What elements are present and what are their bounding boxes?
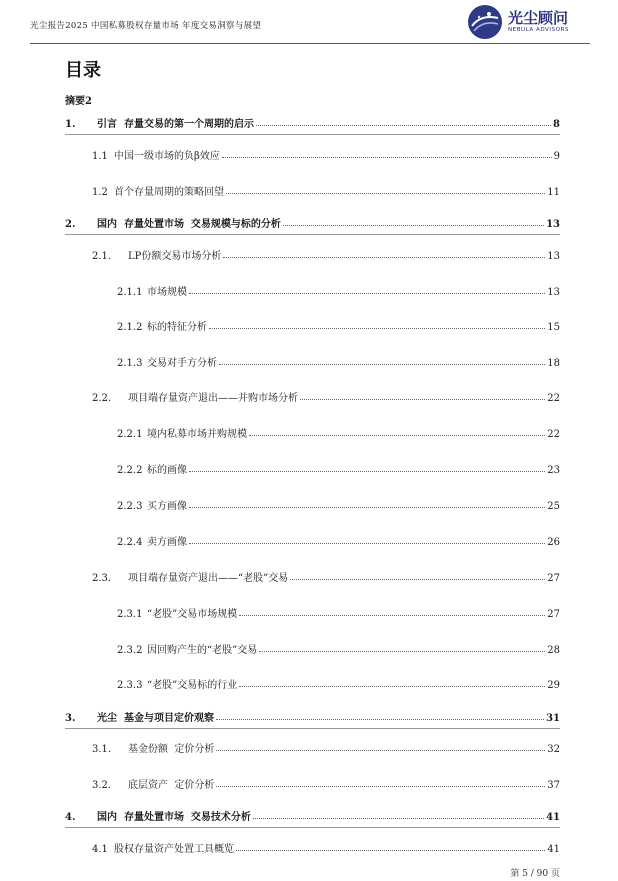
toc-entry[interactable] xyxy=(117,643,560,657)
toc-number: 2.1.1 xyxy=(117,287,143,298)
toc-leader xyxy=(222,148,552,158)
toc-leader xyxy=(216,777,545,787)
header-divider xyxy=(30,43,590,44)
toc-entry[interactable] xyxy=(92,249,560,263)
toc-text: 首个存量周期的策略回望 xyxy=(114,187,224,198)
toc-number: 2.2. xyxy=(92,393,112,404)
toc-leader xyxy=(189,534,545,544)
toc-text: 市场规模 xyxy=(147,287,187,298)
toc-entry[interactable] xyxy=(92,571,560,585)
toc-page: 13 xyxy=(546,219,560,230)
toc-page: 8 xyxy=(553,119,560,130)
toc-text: 标的画像 xyxy=(147,465,187,476)
toc-leader xyxy=(259,642,545,652)
toc-number: 2.2.4 xyxy=(117,537,143,548)
toc-entry[interactable] xyxy=(117,320,560,334)
toc-text: 项目端存量资产退出——并购市场分析 xyxy=(128,393,298,404)
page-header xyxy=(30,10,590,44)
toc-number: 4. xyxy=(65,812,76,823)
toc-number: 2.1.2 xyxy=(117,322,143,333)
toc-page: 29 xyxy=(547,680,560,691)
toc-leader xyxy=(253,809,544,819)
toc-entry[interactable] xyxy=(92,742,560,756)
page-title: 目录 xyxy=(65,60,101,81)
toc-number: 2.2.3 xyxy=(117,501,143,512)
page-number-footer: 第 5 / 90 页 xyxy=(510,869,560,879)
toc-leader xyxy=(216,741,545,751)
toc-number: 3.1. xyxy=(92,744,112,755)
toc-leader xyxy=(249,426,545,436)
toc-number: 1.1 xyxy=(92,151,108,162)
toc-number: 3. xyxy=(65,713,76,724)
toc-leader xyxy=(226,184,545,194)
toc-leader xyxy=(189,284,545,294)
toc-leader xyxy=(189,498,545,508)
toc-text: 底层资产 定价分析 xyxy=(128,780,215,791)
toc-page: 18 xyxy=(547,358,560,369)
toc-text: “老股”交易市场规模 xyxy=(147,609,238,620)
toc-text: 股权存量资产处置工具概览 xyxy=(114,844,234,855)
toc-text: 引言 存量交易的第一个周期的启示 xyxy=(97,119,254,130)
toc-leader xyxy=(236,841,545,851)
toc-page: 37 xyxy=(547,780,560,791)
toc-leader xyxy=(239,606,545,616)
toc-page: 15 xyxy=(547,322,560,333)
toc-leader xyxy=(300,390,545,400)
toc-leader xyxy=(239,677,545,687)
toc-text: 基金份额 定价分析 xyxy=(128,744,215,755)
toc-leader xyxy=(219,355,545,365)
toc-page: 27 xyxy=(547,609,560,620)
toc-page: 27 xyxy=(547,573,560,584)
toc-entry[interactable] xyxy=(117,499,560,513)
toc-entry[interactable] xyxy=(117,535,560,549)
toc-number: 2.3.3 xyxy=(117,680,143,691)
toc-page: 31 xyxy=(546,713,560,724)
toc-leader xyxy=(209,319,545,329)
toc-page: 11 xyxy=(547,187,560,198)
toc-page: 26 xyxy=(547,537,560,548)
toc-number: 2. xyxy=(65,219,76,230)
toc-entry[interactable] xyxy=(117,678,560,692)
toc-entry[interactable] xyxy=(92,149,560,163)
toc-page: 25 xyxy=(547,501,560,512)
toc-entry[interactable] xyxy=(92,185,560,199)
toc-text: 境内私募市场并购规模 xyxy=(147,429,247,440)
toc-text: 标的特征分析 xyxy=(147,322,207,333)
toc-number: 1. xyxy=(65,119,76,130)
toc-entry[interactable] xyxy=(92,778,560,792)
toc-text: 因回购产生的“老股”交易 xyxy=(147,645,258,656)
toc-entry[interactable] xyxy=(117,607,560,621)
toc-text: 国内 存量处置市场 交易技术分析 xyxy=(97,812,251,823)
toc-abstract: 摘要2 xyxy=(65,96,92,107)
toc-leader xyxy=(223,248,545,258)
report-title: 光尘报告2025 中国私募股权存量市场 年度交易洞察与展望 xyxy=(30,21,262,31)
toc-number: 2.2.1 xyxy=(117,429,143,440)
toc-leader xyxy=(290,570,545,580)
toc-entry[interactable] xyxy=(117,285,560,299)
toc-number: 3.2. xyxy=(92,780,112,791)
toc-leader xyxy=(256,116,551,126)
toc-leader xyxy=(189,462,545,472)
toc-entry[interactable] xyxy=(117,427,560,441)
toc-text: “老股”交易标的行业 xyxy=(147,680,238,691)
toc-page: 23 xyxy=(547,465,560,476)
toc-page: 41 xyxy=(547,844,560,855)
toc-number: 2.3.1 xyxy=(117,609,143,620)
logo-name: 光尘顾问 xyxy=(508,9,569,27)
toc-page: 28 xyxy=(547,645,560,656)
toc-text: 中国一级市场的负β效应 xyxy=(114,151,220,162)
toc-text: 交易对手方分析 xyxy=(147,358,217,369)
toc-text: 买方画像 xyxy=(147,501,187,512)
toc-entry[interactable] xyxy=(65,117,560,135)
toc-text: LP份额交易市场分析 xyxy=(128,251,222,262)
toc-entry[interactable] xyxy=(65,711,560,729)
toc-page: 22 xyxy=(547,393,560,404)
toc-number: 1.2 xyxy=(92,187,108,198)
toc-text: 项目端存量资产退出——“老股”交易 xyxy=(128,573,289,584)
toc-entry[interactable] xyxy=(65,810,560,828)
toc-number: 2.1. xyxy=(92,251,112,262)
nebula-logo-icon xyxy=(468,5,502,39)
toc-number: 2.1.3 xyxy=(117,358,143,369)
toc-text: 卖方画像 xyxy=(147,537,187,548)
toc-number: 2.3. xyxy=(92,573,112,584)
toc-text: 国内 存量处置市场 交易规模与标的分析 xyxy=(97,219,281,230)
toc-number: 2.2.2 xyxy=(117,465,143,476)
toc-page: 22 xyxy=(547,429,560,440)
toc-leader xyxy=(216,710,544,720)
toc-page: 13 xyxy=(547,287,560,298)
toc-entry[interactable] xyxy=(65,217,560,235)
toc-page: 32 xyxy=(547,744,560,755)
toc-text: 光尘 基金与项目定价观察 xyxy=(97,713,214,724)
toc-entry[interactable] xyxy=(117,356,560,370)
toc-page: 13 xyxy=(547,251,560,262)
toc-entry[interactable] xyxy=(92,391,560,405)
toc-number: 4.1 xyxy=(92,844,108,855)
nebula-logo xyxy=(468,5,590,43)
toc-number: 2.3.2 xyxy=(117,645,143,656)
toc-page: 9 xyxy=(553,151,560,162)
toc-entry[interactable] xyxy=(117,463,560,477)
toc-leader xyxy=(283,216,544,226)
toc-entry[interactable] xyxy=(92,842,560,856)
toc-page: 41 xyxy=(546,812,560,823)
logo-subtitle: NEBULA ADVISORS xyxy=(508,27,569,33)
